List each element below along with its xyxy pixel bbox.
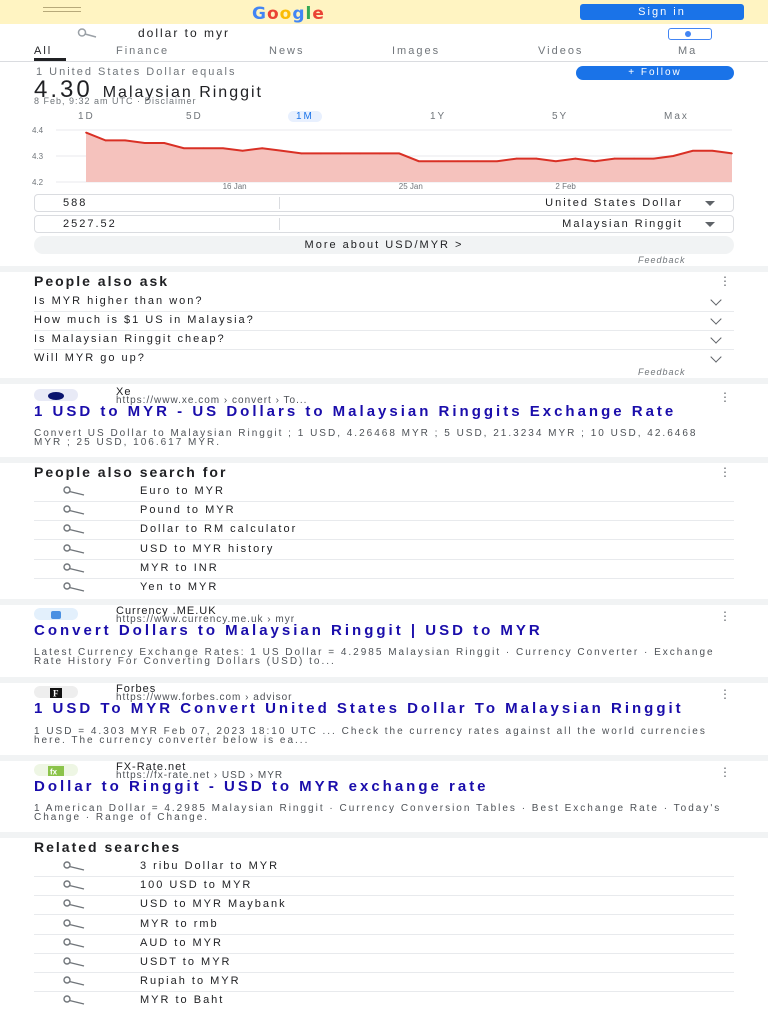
chart-data-point — [183, 147, 185, 149]
search-icon — [62, 505, 90, 515]
exchange-rate-chart[interactable] — [30, 126, 740, 190]
chart-data-point — [340, 153, 342, 155]
result-site-name[interactable]: Forbes — [116, 683, 157, 695]
rate-date: 8 Feb, 9:32 am UTC · Disclaimer — [34, 96, 197, 106]
question-row[interactable] — [34, 293, 734, 312]
more-options-icon[interactable]: ⋮ — [719, 465, 731, 479]
tab-images[interactable]: Images — [392, 45, 441, 57]
myr-amount-input[interactable]: 2527.52 — [63, 218, 117, 230]
chart-data-point — [438, 160, 440, 162]
chart-data-point — [633, 158, 635, 160]
usd-amount-input[interactable]: 588 — [63, 197, 88, 209]
related-search-item[interactable] — [34, 992, 734, 1011]
search-suggestion-text: Euro to MYR — [140, 485, 225, 497]
chart-data-point — [672, 155, 674, 157]
google-lens-icon[interactable] — [668, 28, 712, 40]
myr-currency-select[interactable]: Malaysian Ringgit — [562, 218, 683, 230]
range-1y[interactable]: 1Y — [430, 111, 447, 122]
x-tick-label: 25 Jan — [398, 182, 423, 190]
google-logo[interactable] — [252, 0, 325, 24]
tab-maps[interactable]: Ma — [678, 45, 698, 57]
chart-data-point — [418, 160, 420, 162]
chart-data-point — [85, 132, 87, 134]
search-icon — [76, 28, 100, 38]
result-options-icon[interactable]: ⋮ — [719, 609, 731, 623]
search-suggestion-text: AUD to MYR — [140, 936, 223, 949]
question-row[interactable] — [34, 331, 734, 350]
search-icon — [62, 582, 90, 592]
search-icon — [62, 919, 90, 929]
converter-separator — [279, 197, 280, 209]
logo-letter: g — [292, 4, 306, 24]
currencyme-favicon — [34, 608, 78, 620]
result-options-icon[interactable]: ⋮ — [719, 390, 731, 404]
section-divider — [0, 457, 768, 463]
paa-feedback-link[interactable]: Feedback — [638, 367, 686, 377]
chart-data-point — [105, 140, 107, 142]
tab-finance[interactable]: Finance — [116, 45, 170, 57]
search-suggestion-text: USD to MYR Maybank — [140, 898, 287, 911]
search-suggestion-text: MYR to INR — [140, 561, 219, 574]
range-5y[interactable]: 5Y — [552, 111, 569, 122]
people-also-search-item[interactable] — [34, 579, 734, 598]
tab-news[interactable]: News — [269, 45, 305, 57]
people-also-search-item[interactable] — [34, 541, 734, 560]
chevron-down-icon[interactable] — [710, 332, 721, 343]
chevron-down-icon[interactable] — [710, 313, 721, 324]
logo-letter: o — [266, 4, 280, 24]
logo-letter: G — [252, 4, 267, 24]
result-url[interactable]: https://www.xe.com › convert › To... — [116, 395, 308, 406]
chart-data-point — [653, 158, 655, 160]
chart-data-point — [594, 160, 596, 162]
usd-currency-select[interactable]: United States Dollar — [545, 197, 683, 209]
chart-data-point — [242, 150, 244, 152]
chart-data-point — [144, 142, 146, 144]
forbes-favicon — [34, 686, 78, 698]
search-icon — [62, 563, 90, 573]
people-also-search-item[interactable] — [34, 502, 734, 521]
result-url[interactable]: https://fx-rate.net › USD › MYR — [116, 770, 284, 781]
section-divider — [0, 832, 768, 838]
chart-data-point — [222, 147, 224, 149]
search-icon — [62, 899, 90, 909]
logo-letter: l — [305, 4, 313, 24]
range-1d[interactable]: 1D — [78, 111, 95, 122]
related-search-item[interactable] — [34, 858, 734, 877]
related-search-item[interactable] — [34, 973, 734, 992]
search-suggestion-text: USD to MYR history — [140, 542, 275, 555]
chart-data-point — [712, 150, 714, 152]
chart-data-point — [555, 160, 557, 162]
logo-letter: o — [279, 4, 293, 24]
question-text: Is MYR higher than won? — [34, 295, 204, 307]
search-icon — [62, 861, 90, 871]
more-about-usd-myr-button[interactable]: More about USD/MYR > — [34, 236, 734, 254]
chart-data-point — [477, 160, 479, 162]
x-tick-label: 16 Jan — [222, 182, 247, 190]
search-bar[interactable] — [36, 26, 736, 42]
chart-data-point — [457, 160, 459, 162]
svg-text:F: F — [53, 688, 59, 699]
search-icon — [62, 880, 90, 890]
converter-row-myr[interactable] — [34, 215, 734, 233]
range-1m[interactable]: 1M — [288, 111, 322, 122]
question-text: How much is $1 US in Malaysia? — [34, 314, 255, 326]
chart-range-selector — [34, 110, 734, 124]
people-also-search-item[interactable] — [34, 521, 734, 540]
result-site-name[interactable]: Xe — [116, 386, 132, 398]
chart-data-point — [320, 153, 322, 155]
search-icon — [62, 995, 90, 1005]
chart-data-point — [614, 158, 616, 160]
related-search-item[interactable] — [34, 935, 734, 954]
result-title-link[interactable]: 1 USD to MYR - US Dollars to Malaysian Ringgits Exchange Rate — [34, 403, 677, 420]
range-5d[interactable]: 5D — [186, 111, 203, 122]
search-suggestion-text: Pound to MYR — [140, 504, 236, 517]
chart-data-point — [496, 160, 498, 162]
people-also-search-title: People also search for — [34, 464, 228, 480]
more-options-icon[interactable]: ⋮ — [719, 274, 731, 288]
search-suggestion-text: MYR to rmb — [140, 917, 219, 930]
related-search-item[interactable] — [34, 877, 734, 896]
search-icon — [62, 524, 90, 534]
logo-letter: e — [312, 4, 325, 24]
result-url[interactable]: https://www.forbes.com › advisor — [116, 692, 293, 703]
result-options-icon[interactable]: ⋮ — [719, 765, 731, 779]
chart-data-point — [203, 147, 205, 149]
search-icon — [62, 938, 90, 948]
chart-data-point — [516, 158, 518, 160]
follow-button[interactable]: + Follow — [576, 66, 734, 80]
question-row[interactable] — [34, 312, 734, 331]
finance-feedback-link[interactable]: Feedback — [638, 255, 686, 265]
chart-data-point — [398, 153, 400, 155]
finance-subtitle: 1 United States Dollar equals — [36, 66, 237, 78]
search-icon — [62, 976, 90, 986]
active-tab-indicator — [34, 58, 66, 61]
chart-data-point — [379, 153, 381, 155]
search-icon — [62, 486, 90, 496]
result-title-link[interactable]: 1 USD To MYR Convert United States Dollar To Malaysian Ringgit — [34, 700, 684, 717]
xe-favicon — [34, 389, 78, 401]
question-text: Will MYR go up? — [34, 352, 146, 364]
question-row[interactable] — [34, 350, 734, 369]
chart-data-point — [575, 158, 577, 160]
y-tick-label: 4.3 — [32, 152, 44, 161]
related-search-item[interactable] — [34, 954, 734, 973]
people-also-search-item[interactable] — [34, 483, 734, 502]
search-suggestion-text: MYR to Baht — [140, 994, 225, 1007]
chevron-down-icon[interactable] — [710, 294, 721, 305]
chart-data-point — [692, 150, 694, 152]
rate-value: 4.30 — [34, 76, 93, 103]
people-also-search-item[interactable] — [34, 560, 734, 579]
tab-all[interactable]: All — [34, 45, 53, 57]
search-suggestion-text: USDT to MYR — [140, 956, 232, 968]
question-text: Is Malaysian Ringgit cheap? — [34, 333, 226, 345]
chevron-down-icon[interactable] — [710, 351, 721, 362]
menu-icon[interactable] — [43, 7, 81, 17]
chart-data-point — [281, 150, 283, 152]
dropdown-arrow-icon[interactable] — [705, 222, 715, 227]
search-input[interactable]: dollar to myr — [138, 26, 231, 40]
converter-separator — [279, 218, 280, 230]
dropdown-arrow-icon[interactable] — [705, 201, 715, 206]
fxrate-favicon — [34, 764, 78, 776]
rate-currency: Malaysian Ringgit — [102, 84, 263, 101]
search-suggestion-text: 100 USD to MYR — [140, 879, 253, 892]
result-title-link[interactable]: Convert Dollars to Malaysian Ringgit | USD to MYR — [34, 622, 543, 639]
tab-videos[interactable]: Videos — [538, 45, 584, 57]
result-snippet: Latest Currency Exchange Rates: 1 US Dollar = 4.2985 Malaysian Ringgit · Currency Converter · Exchange Rate History For Converting Dollars (USD) to... — [34, 647, 715, 667]
people-also-ask-title: People also ask — [34, 273, 170, 289]
sign-in-button[interactable]: Sign in — [580, 4, 744, 20]
top-bar — [0, 0, 768, 24]
search-icon — [62, 544, 90, 554]
chart-data-point — [124, 140, 126, 142]
result-snippet: 1 USD = 4.303 MYR Feb 07, 2023 18:10 UTC ... Check the currency rates against all the world currencies here. The currency converter below is ea... — [34, 726, 707, 746]
related-search-item[interactable] — [34, 896, 734, 915]
section-divider — [0, 266, 768, 272]
search-suggestion-text: Yen to MYR — [140, 581, 219, 593]
chart-data-point — [261, 147, 263, 149]
svg-text:fx: fx — [50, 767, 58, 777]
search-suggestion-text: 3 ribu Dollar to MYR — [140, 860, 280, 872]
chart-data-point — [731, 153, 733, 155]
related-searches-title: Related searches — [34, 839, 182, 855]
y-tick-label: 4.4 — [32, 126, 44, 135]
result-site-name[interactable]: FX-Rate.net — [116, 761, 187, 773]
search-icon — [62, 957, 90, 967]
result-url[interactable]: https://www.currency.me.uk › myr — [116, 614, 296, 625]
chart-data-point — [359, 153, 361, 155]
search-suggestion-text: Dollar to RM calculator — [140, 523, 298, 536]
result-site-name[interactable]: Currency .ME.UK — [116, 605, 217, 617]
result-title-link[interactable]: Dollar to Ringgit - USD to MYR exchange rate — [34, 778, 489, 795]
chart-data-point — [301, 153, 303, 155]
chart-data-point — [164, 142, 166, 144]
search-tabs — [0, 44, 768, 62]
result-snippet: 1 American Dollar = 4.2985 Malaysian Ringgit · Currency Conversion Tables · Best Exchange Rate · Today's Change · Range of Change. — [34, 803, 722, 823]
converter-row-usd[interactable] — [34, 194, 734, 212]
related-search-item[interactable] — [34, 916, 734, 935]
chart-data-point — [535, 158, 537, 160]
result-options-icon[interactable]: ⋮ — [719, 687, 731, 701]
range-max[interactable]: Max — [664, 111, 689, 122]
y-tick-label: 4.2 — [32, 178, 44, 187]
x-tick-label: 2 Feb — [555, 182, 576, 190]
search-suggestion-text: Rupiah to MYR — [140, 975, 241, 988]
result-snippet: Convert US Dollar to Malaysian Ringgit ; 1 USD, 4.26468 MYR ; 5 USD, 21.3234 MYR ; 10 USD, 42.6468 MYR ; 25 USD, 106.617 MYR. — [34, 428, 698, 448]
section-divider — [0, 378, 768, 384]
